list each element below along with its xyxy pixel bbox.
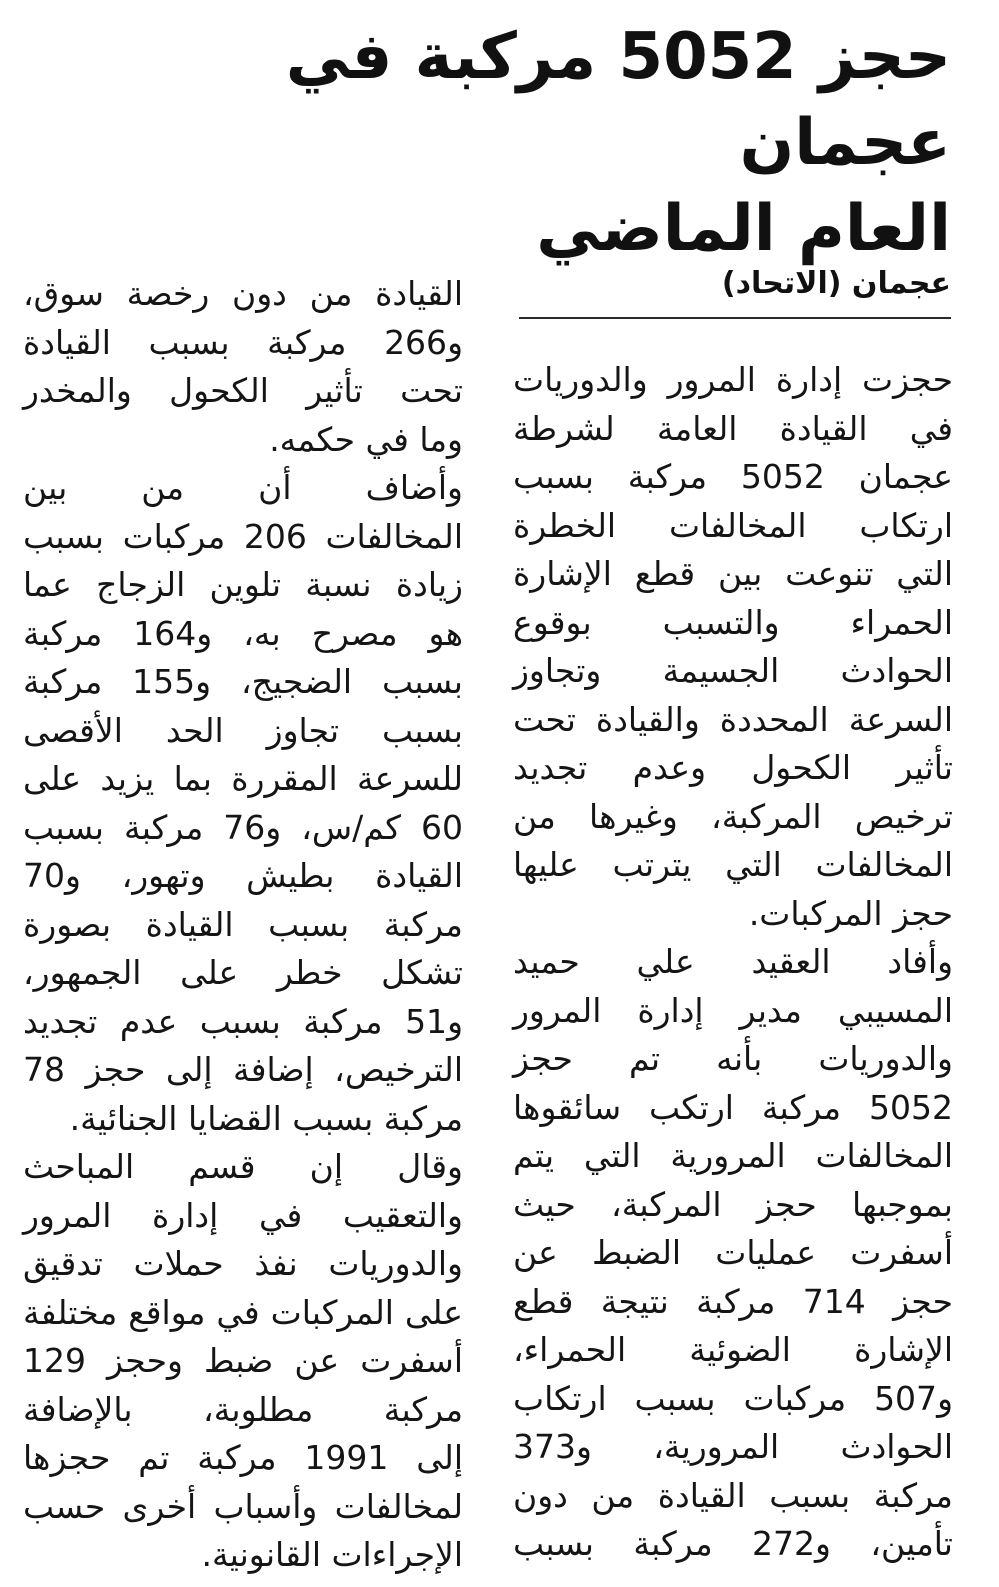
body-line: الحوادث الجسيمة وتجاوز [513, 651, 953, 690]
body-line: الإجراءات القانونية. [201, 1535, 463, 1574]
body-line: مركبة بسبب القيادة بصورة [23, 904, 463, 944]
body-line: وأضاف أن من بين [23, 468, 463, 507]
body-line: و507 مركبات بسبب ارتكاب [513, 1378, 953, 1418]
body-line: السرعة المحددة والقيادة تحت [513, 699, 953, 739]
body-line: بسبب الضجيج، و155 مركبة [23, 662, 463, 701]
body-line: هو مصرح به، و164 مركبة [23, 613, 463, 653]
body-line: حجزت إدارة المرور والدوريات [513, 360, 953, 399]
body-line: المخالفات المرورية التي يتم [513, 1136, 953, 1175]
body-line: التي تنوعت بين قطع الإشارة [513, 554, 953, 593]
body-line: و51 مركبة بسبب عدم تجديد [23, 1001, 463, 1041]
body-line: لمخالفات وأسباب أخرى حسب [23, 1486, 463, 1526]
body-line: للسرعة المقررة بما يزيد على [23, 759, 463, 798]
body-line: الإشارة الضوئية الحمراء، [513, 1330, 953, 1369]
body-line: تأمين، و272 مركبة بسبب [513, 1524, 953, 1563]
article-byline: عجمان (الاتحاد) [721, 266, 951, 301]
body-line: و266 مركبة بسبب القيادة [23, 322, 463, 362]
body-line: أسفرت عمليات الضبط عن [513, 1233, 953, 1272]
body-line: وقال إن قسم المباحث [23, 1147, 463, 1186]
body-line: حجز 714 مركبة نتيجة قطع [513, 1281, 953, 1321]
body-line: والدوريات بأنه تم حجز [513, 1039, 953, 1078]
body-line: بسبب تجاوز الحد الأقصى [23, 710, 463, 750]
text-column-right [513, 356, 953, 1569]
body-line: عجمان 5052 مركبة بسبب [513, 457, 953, 496]
body-line: أسفرت عن ضبط وحجز 129 [23, 1341, 463, 1380]
body-line: تشكل خطر على الجمهور، [23, 953, 463, 992]
body-line: والدوريات نفذ حملات تدقيق [23, 1244, 463, 1283]
body-line: 5052 مركبة ارتكب سائقوها [513, 1087, 953, 1127]
body-line: المخالفات 206 مركبات بسبب [23, 516, 463, 556]
body-line: ارتكاب المخالفات الخطرة [513, 505, 953, 545]
body-line: القيادة بطيش وتهور، و70 [23, 856, 463, 895]
body-line: مركبة بسبب القضايا الجنائية. [69, 1098, 463, 1138]
body-line: على المركبات في مواقع مختلفة [23, 1292, 463, 1332]
body-line: حجز المركبات. [748, 893, 953, 933]
body-line: ترخيص المركبة، وغيرها من [513, 796, 953, 836]
body-line: المسيبي مدير إدارة المرور [513, 990, 953, 1030]
headline-line-2: العام الماضي [536, 192, 951, 266]
body-line: في القيادة العامة لشرطة [513, 408, 953, 448]
body-line: زيادة نسبة تلوين الزجاج عما [23, 565, 463, 604]
byline-divider [519, 317, 951, 319]
body-line: الحوادث المرورية، و373 [513, 1427, 953, 1466]
body-line: وما في حكمه. [269, 419, 463, 459]
body-line: بموجبها حجز المركبة، حيث [513, 1184, 953, 1224]
body-line: تأثير الكحول وعدم تجديد [513, 748, 953, 787]
body-line: القيادة من دون رخصة سوق، [23, 274, 463, 313]
body-line: الترخيص، إضافة إلى حجز 78 [23, 1050, 463, 1089]
body-line: المخالفات التي يترتب عليها [513, 845, 953, 884]
body-line: الحمراء والتسبب بوقوع [513, 602, 953, 642]
body-line: إلى 1991 مركبة تم حجزها [23, 1438, 463, 1477]
body-line: مركبة بسبب القيادة من دون [513, 1475, 953, 1515]
headline-line-1: حجز 5052 مركبة في عجمان [285, 20, 951, 180]
body-line: مركبة مطلوبة، بالإضافة [23, 1389, 463, 1429]
body-line: وأفاد العقيد علي حميد [513, 942, 953, 981]
body-line: تحت تأثير الكحول والمخدر [23, 371, 463, 410]
body-line: والتعقيب في إدارة المرور [23, 1195, 463, 1235]
body-line: 60 كم/س، و76 مركبة بسبب [23, 807, 463, 847]
text-column-left [23, 270, 463, 1580]
article-headline [151, 14, 951, 272]
